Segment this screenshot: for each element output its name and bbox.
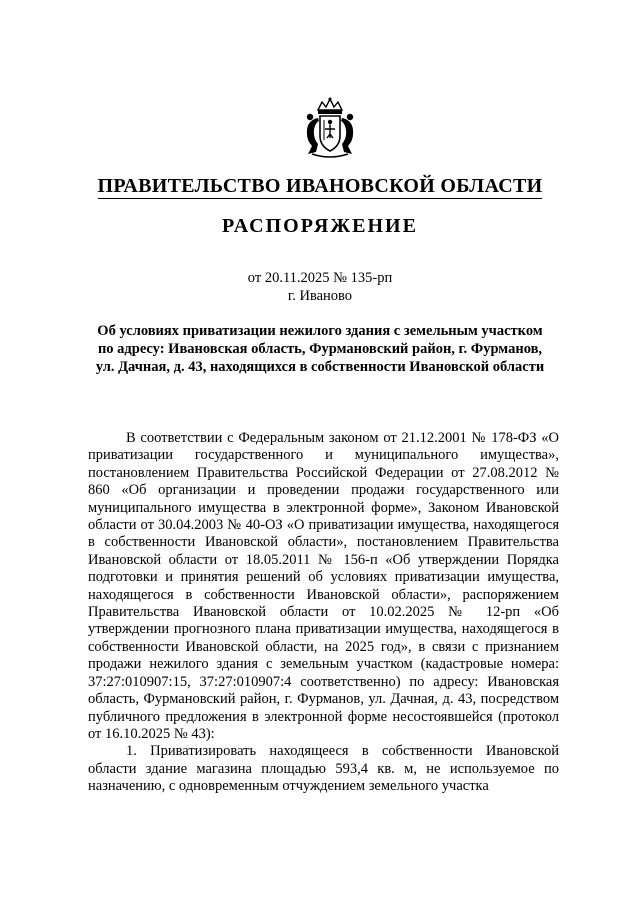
document-date-number: от 20.11.2025 № 135-рп (247, 270, 393, 286)
document-body (88, 430, 559, 796)
document-type-heading: РАСПОРЯЖЕНИЕ (222, 215, 418, 237)
body-paragraph-preamble: В соответствии с Федеральным законом от 21.12.2001 № 178-ФЗ «О приватизации государственного и муниципального имущества», постановлением Правительства Российской Федерации от 27.08.2012 № 860 «Об организации и проведении продажи государственного или муниципального имущества в электронной форме», Законом Ивановской области от 30.04.2003 № 40-ОЗ «О приватизации имущества, находящегося в собственности Ивановской области», постановлением Правительства Ивановской области от 18.05.2011 № 156-п «Об утверждении Порядка подготовки и принятия решений об условиях приватизации имущества, находящегося в собственности Ивановской области», распоряжением Правительства Ивановской области от 10.02.2025 № 12-рп «Об утверждении прогнозного плана приватизации имущества, находящегося в собственности Ивановской области, на 2025 год», в связи с признанием продажи нежилого здания с земельным участком (кадастровые номера: 37:27:010907:15, 37:27:010907:4 соответственно) по адресу: Ивановская область, Фурмановский район, г. Фурманов, ул. Дачная, д. 43, посредством публичного предложения в электронной форме несостоявшейся (протокол от 16.10.2025 № 43): (88, 430, 559, 742)
government-title (0, 175, 640, 198)
subject-line: Об условиях приватизации нежилого здания с земельным участком (97, 323, 543, 339)
subject-line: ул. Дачная, д. 43, находящихся в собственности Ивановской области (95, 359, 545, 375)
body-paragraph-item-1: 1. Приватизировать находящееся в собственности Ивановской области здание магазина площадью 593,4 кв. м, не используемое по назначению, с одновременным отчуждением земельного участка (88, 743, 559, 795)
document-city: г. Иваново (287, 288, 353, 304)
document-subject (84, 322, 556, 376)
government-title-text: ПРАВИТЕЛЬСТВО ИВАНОВСКОЙ ОБЛАСТИ (97, 175, 543, 197)
subject-line: по адресу: Ивановская область, Фурмановский район, г. Фурманов, (97, 341, 543, 357)
coat-of-arms-icon (298, 96, 362, 160)
